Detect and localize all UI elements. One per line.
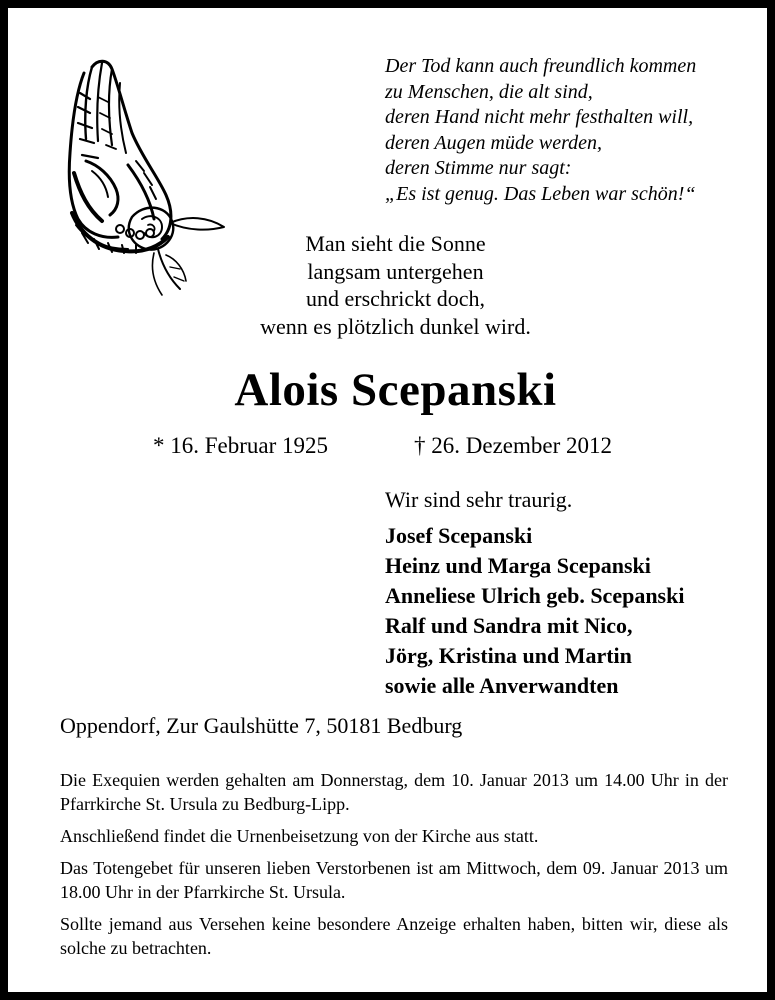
deceased-name: Alois Scepanski xyxy=(234,364,557,416)
poem-line: zu Menschen, die alt sind, xyxy=(385,80,593,103)
mourner-name: sowie alle Anverwandten xyxy=(385,673,619,698)
mourner-name: Ralf und Sandra mit Nico, xyxy=(385,613,633,638)
poem-line: deren Hand nicht mehr festhalten will, xyxy=(385,106,694,128)
mourner-name: Jörg, Kristina und Martin xyxy=(385,643,632,668)
urn-burial-notice: Anschließend findet die Urnenbeisetzung von der Kirche aus statt. xyxy=(60,826,539,846)
poem-line: „Es ist genug. Das Leben war schön!“ xyxy=(385,182,696,205)
poem xyxy=(385,54,745,207)
birth-date: * 16. Februar 1925 xyxy=(153,433,329,458)
mourners-list xyxy=(385,521,684,701)
mourners-intro: Wir sind sehr traurig. xyxy=(385,487,573,512)
no-announcement-notice: Sollte jemand aus Versehen keine besondere Anzeige erhalten haben, bitten wir, diese als solche zu betrachten. xyxy=(60,914,728,958)
death-date: † 26. Dezember 2012 xyxy=(414,433,612,458)
mourner-name: Anneliese Ulrich geb. Scepanski xyxy=(385,583,685,608)
prayer-service-notice: Das Totengebet für unseren lieben Verstorbenen ist am Mittwoch, dem 09. Januar 2013 um 18.00 Uhr in der Pfarrkirche St. Ursula. xyxy=(60,858,728,902)
quote-line: wenn es plötzlich dunkel wird. xyxy=(260,313,531,339)
mourner-name: Heinz und Marga Scepanski xyxy=(385,553,651,578)
quote-line: langsam untergehen xyxy=(307,258,484,284)
poem-line: deren Stimme nur sagt: xyxy=(385,157,572,179)
funeral-mass-notice: Die Exequien werden gehalten am Donnerstag, dem 10. Januar 2013 um 14.00 Uhr in der Pfarrkirche St. Ursula zu Bedburg-Lipp. xyxy=(60,770,728,814)
quote-line: und erschrickt doch, xyxy=(306,286,485,311)
quote xyxy=(198,230,593,340)
poem-line: deren Augen müde werden, xyxy=(385,131,602,154)
quote-line: Man sieht die Sonne xyxy=(305,231,486,256)
mourner-name: Josef Scepanski xyxy=(385,523,533,548)
family-address: Oppendorf, Zur Gaulshütte 7, 50181 Bedburg xyxy=(60,713,463,738)
poem-line: Der Tod kann auch freundlich kommen xyxy=(385,55,697,77)
